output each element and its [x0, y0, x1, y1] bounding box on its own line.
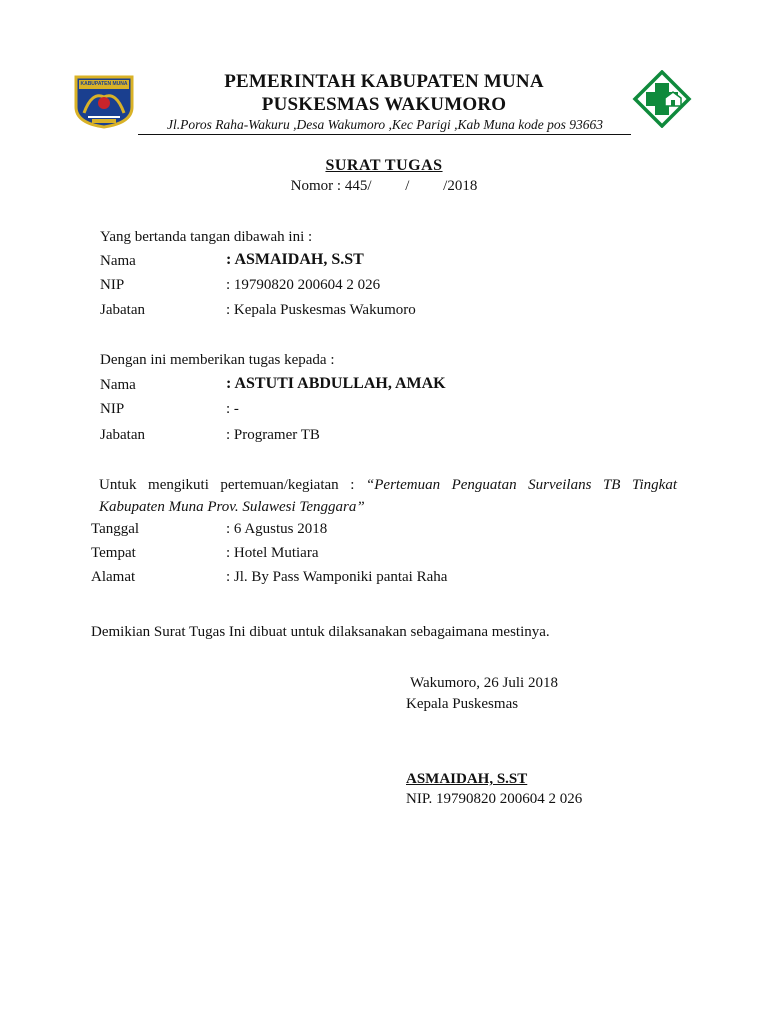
event-date-label: Tanggal — [91, 521, 140, 537]
closing-text: Demikian Surat Tugas Ini dibuat untuk dilaksanakan sebagaimana mestinya. — [91, 624, 550, 640]
event-address-label: Alamat — [91, 569, 136, 585]
signature-nip: NIP. 19790820 200604 2 026 — [406, 791, 583, 807]
event-place-value: : Hotel Mutiara — [226, 545, 319, 561]
event-place-label: Tempat — [91, 545, 136, 561]
signature-place-date: Wakumoro, 26 Juli 2018 — [410, 675, 558, 691]
event-address-value: : Jl. By Pass Wamponiki pantai Raha — [226, 569, 448, 585]
purpose-paragraph — [99, 474, 677, 518]
issuer-name-label: Nama — [100, 253, 136, 269]
header-line-2: PUSKESMAS WAKUMORO — [261, 94, 507, 115]
assignee-position-label: Jabatan — [100, 427, 145, 443]
signature-name — [406, 771, 527, 788]
issuer-intro: Yang bertanda tangan dibawah ini : — [100, 229, 313, 245]
assignee-nip-label: NIP — [100, 401, 125, 417]
document-number-text: Nomor : 445/ / /2018 — [290, 178, 478, 194]
signature-name-text: ASMAIDAH, S.ST — [406, 771, 528, 787]
document-title — [0, 157, 768, 175]
assignee-nip-value: : - — [226, 401, 239, 417]
header-line-1: PEMERINTAH KABUPATEN MUNA — [224, 71, 544, 92]
issuer-name-value: : ASMAIDAH, S.ST — [226, 251, 364, 268]
header-rule — [138, 134, 631, 135]
event-date-value: : 6 Agustus 2018 — [226, 521, 328, 537]
document-title-text: SURAT TUGAS — [325, 157, 443, 174]
header-address: Jl.Poros Raha-Wakuru ,Desa Wakumoro ,Kec Parigi ,Kab Muna kode pos 93663 — [167, 117, 603, 132]
purpose-lead: Untuk mengikuti pertemuan/kegiatan : — [99, 477, 366, 493]
signature-position: Kepala Puskesmas — [406, 696, 519, 712]
assignee-name-label: Nama — [100, 377, 136, 393]
issuer-position-value: : Kepala Puskesmas Wakumoro — [226, 302, 416, 318]
issuer-nip-label: NIP — [100, 277, 125, 293]
document-number — [0, 178, 768, 195]
issuer-nip-value: : 19790820 200604 2 026 — [226, 277, 381, 293]
issuer-position-label: Jabatan — [100, 302, 145, 318]
crest-banner-text: KABUPATEN MUNA — [80, 81, 128, 87]
purpose-activity: “Pertemuan Penguatan Surveilans TB Tingkat Kabupaten Muna Prov. Sulawesi Tenggara” — [99, 477, 678, 515]
assignee-position-value: : Programer TB — [226, 427, 320, 443]
assignee-intro: Dengan ini memberikan tugas kepada : — [100, 352, 335, 368]
assignee-name-value: : ASTUTI ABDULLAH, AMAK — [226, 375, 446, 392]
